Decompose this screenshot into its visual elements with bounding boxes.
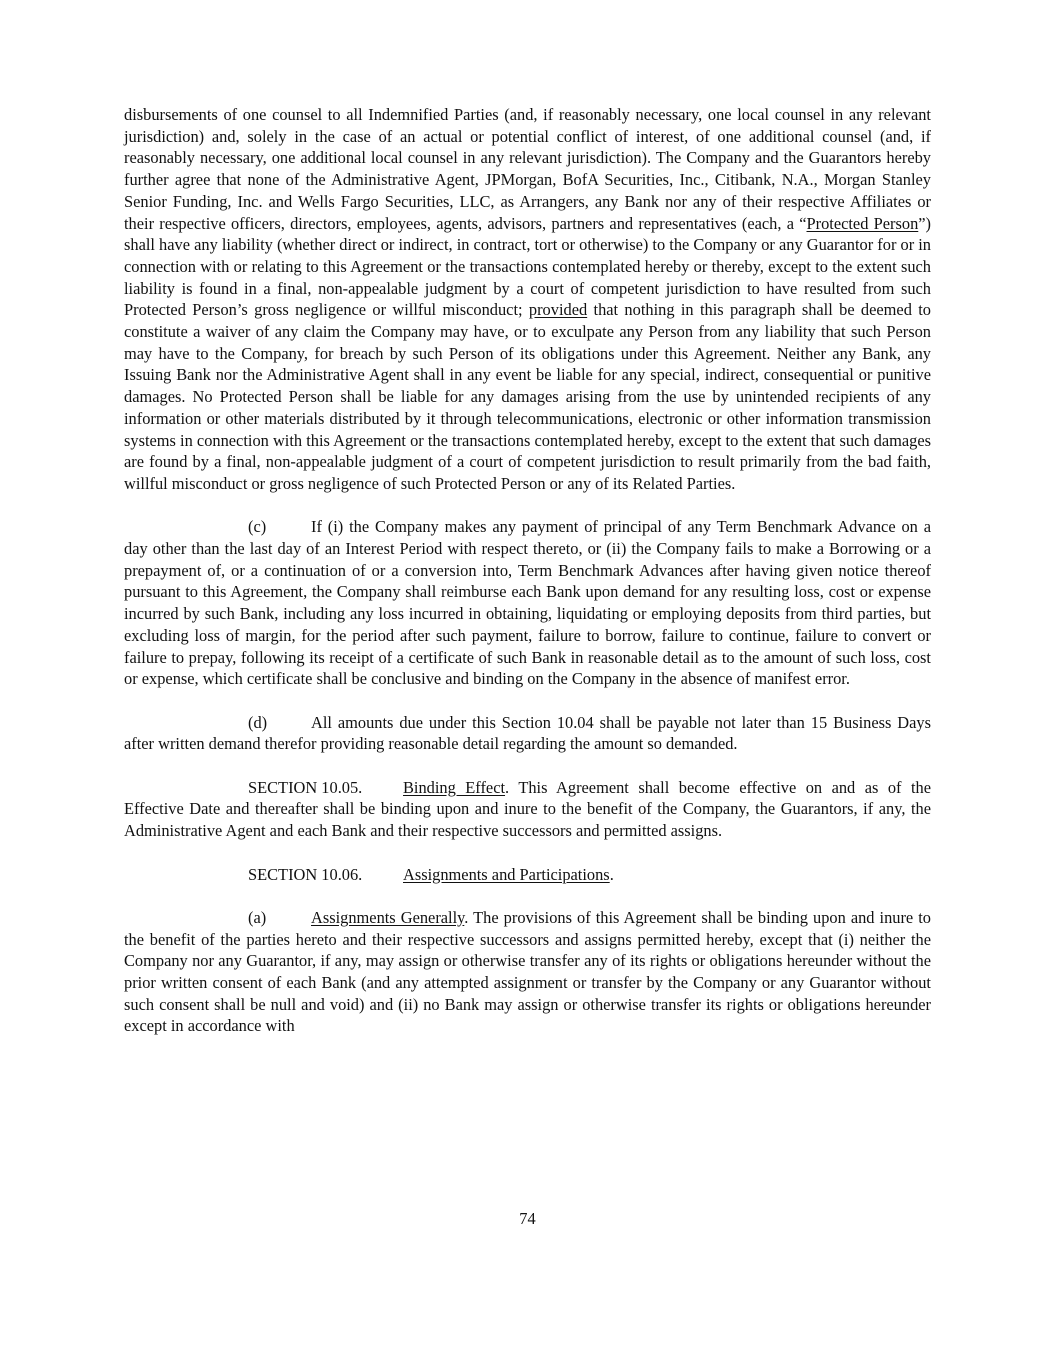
paragraph-label: (a) <box>248 907 267 927</box>
document-page <box>124 104 931 1037</box>
paragraph-c <box>124 516 931 690</box>
paragraph-text: All amounts due under this Section 10.04 shall be payable not later than 15 Business Days after written demand therefor providing reasonable detail regarding the amount so demanded. <box>124 712 931 754</box>
term-provided: provided <box>528 300 588 320</box>
section-title-period: . <box>609 864 614 884</box>
section-title: Assignments and Participations <box>403 864 610 884</box>
text-run: disbursements of one counsel to all Indemnified Parties (and, if reasonably necessary, one local counsel in any relevant jurisdiction) and, solely in the case of an actual or potential conflict of interest, of one additional counsel (and, if reasonably necessary, one additional local counsel in any relevant jurisdiction). The Company and the Guarantors hereby further agree that none of the Administrative Agent, JPMorgan, BofA Securities, Inc., Citibank, N.A., Morgan Stanley Senior Funding, Inc. and Wells Fargo Securities, LLC, as Arrangers, any Bank nor any of their respective Affiliates or their respective officers, directors, employees, agents, advisors, partners and representatives (each, a “ <box>124 105 931 233</box>
paragraph-label: (d) <box>248 712 268 732</box>
paragraph-text: . The provisions of this Agreement shall be binding upon and inure to the benefit of the parties hereto and their respective successors and assigns permitted hereby, except that (i) neither the Company nor any Guarantor, if any, may assign or otherwise transfer any of its rights or obligations hereunder without the prior written consent of each Bank (and any attempted assignment or transfer by the Company or any Guarantor without such consent shall be null and void) and (ii) no Bank may assign or otherwise transfer its rights or obligations hereunder except in accordance with <box>124 907 932 1036</box>
paragraph-d <box>124 712 931 755</box>
text-run: that nothing in this paragraph shall be deemed to constitute a waiver of any claim the Company may have, or to exculpate any Person from any liability that such Person may have to the Company, for breach by such Person of its obligations under this Agreement. Neither any Bank, any Issuing Bank nor the Administrative Agent shall in any event be liable for any special, indirect, consequential or punitive damages. No Protected Person shall be liable for any damages arising from the use by unintended recipients of any information or other materials distributed by it through telecommunications, electronic or other information transmission systems in connection with this Agreement or the transactions contemplated hereby, except to the extent that such damages are found by a final, non-appealable judgment of a court of competent jurisdiction to result primarily from the bad faith, willful misconduct or gross negligence of such Protected Person or any of its Related Parties. <box>124 300 931 493</box>
section-10-05 <box>124 777 931 842</box>
text-run: ”) shall have any liability (whether direct or indirect, in contract, tort or otherwise) to the Company or any Guarantor for or in connection with or relating to this Agreement or the transactions contemplated hereby or thereby, except to the extent such liability is found in a final, non-appealable judgment by a court of competent jurisdiction to have resulted from such Protected Person’s gross negligence or willful misconduct; <box>124 213 931 320</box>
section-number: SECTION 10.06. <box>248 864 363 884</box>
paragraph-label: (c) <box>248 517 267 537</box>
paragraph-text: If (i) the Company makes any payment of principal of any Term Benchmark Advance on a day other than the last day of an Interest Period with respect thereto, or (ii) the Company fails to make a Borrowing or a prepayment of, or a continuation of or a conversion into, Term Benchmark Advances after having given notice thereof pursuant to this Agreement, the Company shall reimburse each Bank upon demand for any resulting loss, cost or expense incurred by such Bank, including any loss incurred in obtaining, liquidating or employing deposits from third parties, but excluding loss of margin, for the period after such payment, failure to borrow, failure to continue, failure to convert or failure to prepay, following its receipt of a certificate of such Bank in reasonable detail as to the amount of such loss, cost or expense, which certificate shall be conclusive and binding on the Company in the absence of manifest error. <box>124 517 931 689</box>
section-number: SECTION 10.05. <box>248 777 363 797</box>
paragraph-b-continuation <box>124 104 931 495</box>
section-text: . This Agreement shall become effective on and as of the Effective Date and thereafter shall be binding upon and inure to the benefit of the Company, the Guarantors, if any, the Administrative Agent and each Bank and their respective successors and permitted assigns. <box>124 777 931 841</box>
paragraph-a-assignments <box>124 907 931 1037</box>
page-number: 74 <box>519 1209 536 1228</box>
section-title: Binding Effect <box>403 777 506 797</box>
section-10-06-heading <box>124 864 931 886</box>
defined-term-protected-person: Protected Person <box>806 213 919 233</box>
paragraph-title: Assignments Generally <box>311 907 465 927</box>
